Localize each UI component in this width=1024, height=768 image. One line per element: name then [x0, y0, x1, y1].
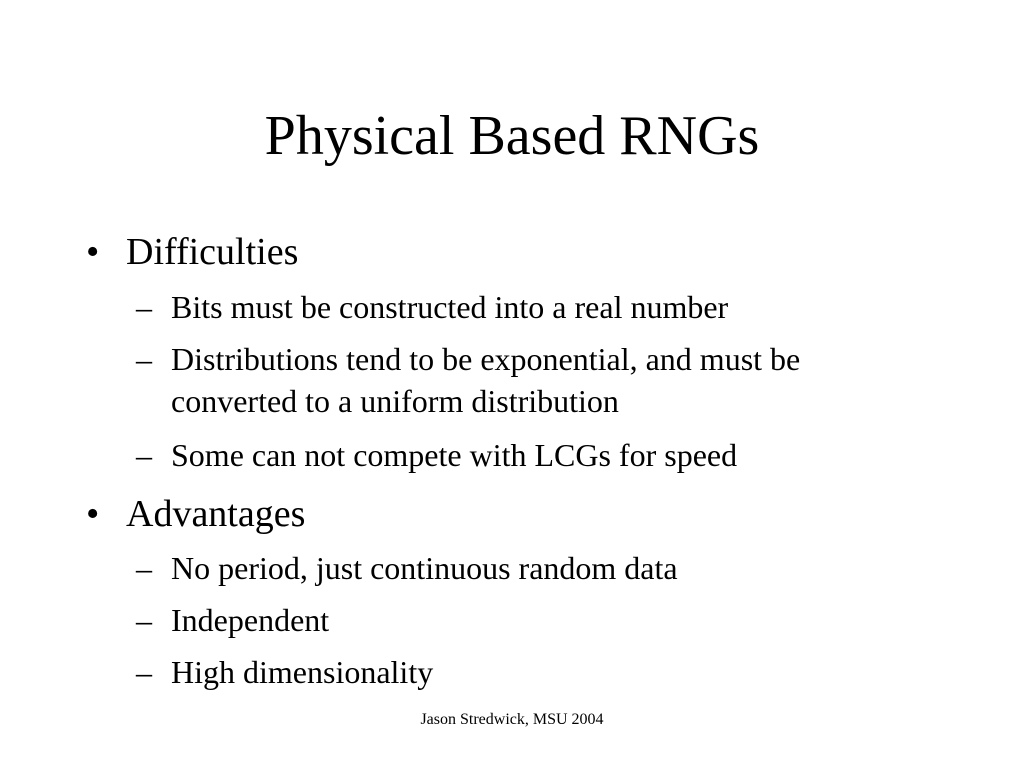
slide-footer: [0, 710, 1024, 730]
bullet-mark: •: [86, 493, 100, 535]
sub-item-text: Distributions tend to be exponential, and must be converted to a uniform distribution: [171, 341, 801, 419]
sub-item-text: High dimensionality: [171, 654, 434, 690]
sub-item: [136, 286, 931, 328]
dash-mark: –: [136, 602, 152, 638]
sub-item: [136, 547, 931, 589]
dash-mark: –: [136, 437, 152, 473]
sub-item-text: Independent: [171, 602, 330, 638]
footer-text: Jason Stredwick, MSU 2004: [420, 711, 604, 728]
dash-mark: –: [136, 341, 152, 377]
dash-mark: –: [136, 654, 152, 690]
slide-title: Physical Based RNGs: [264, 105, 760, 167]
dash-mark: –: [136, 550, 152, 586]
sub-item: [136, 338, 916, 422]
sub-item: [136, 651, 931, 693]
sub-item-text: No period, just continuous random data: [171, 550, 678, 586]
bullet-advantages: [86, 492, 305, 536]
bullet-difficulties: [86, 230, 298, 274]
bullet-mark: •: [86, 231, 100, 273]
sub-item-text: Some can not compete with LCGs for speed: [171, 437, 738, 473]
dash-mark: –: [136, 289, 152, 325]
sub-item-text: Bits must be constructed into a real number: [171, 289, 729, 325]
bullet-label: Advantages: [126, 493, 306, 535]
bullet-label: Difficulties: [126, 231, 299, 273]
sub-item: [136, 434, 931, 476]
sub-item: [136, 599, 931, 641]
